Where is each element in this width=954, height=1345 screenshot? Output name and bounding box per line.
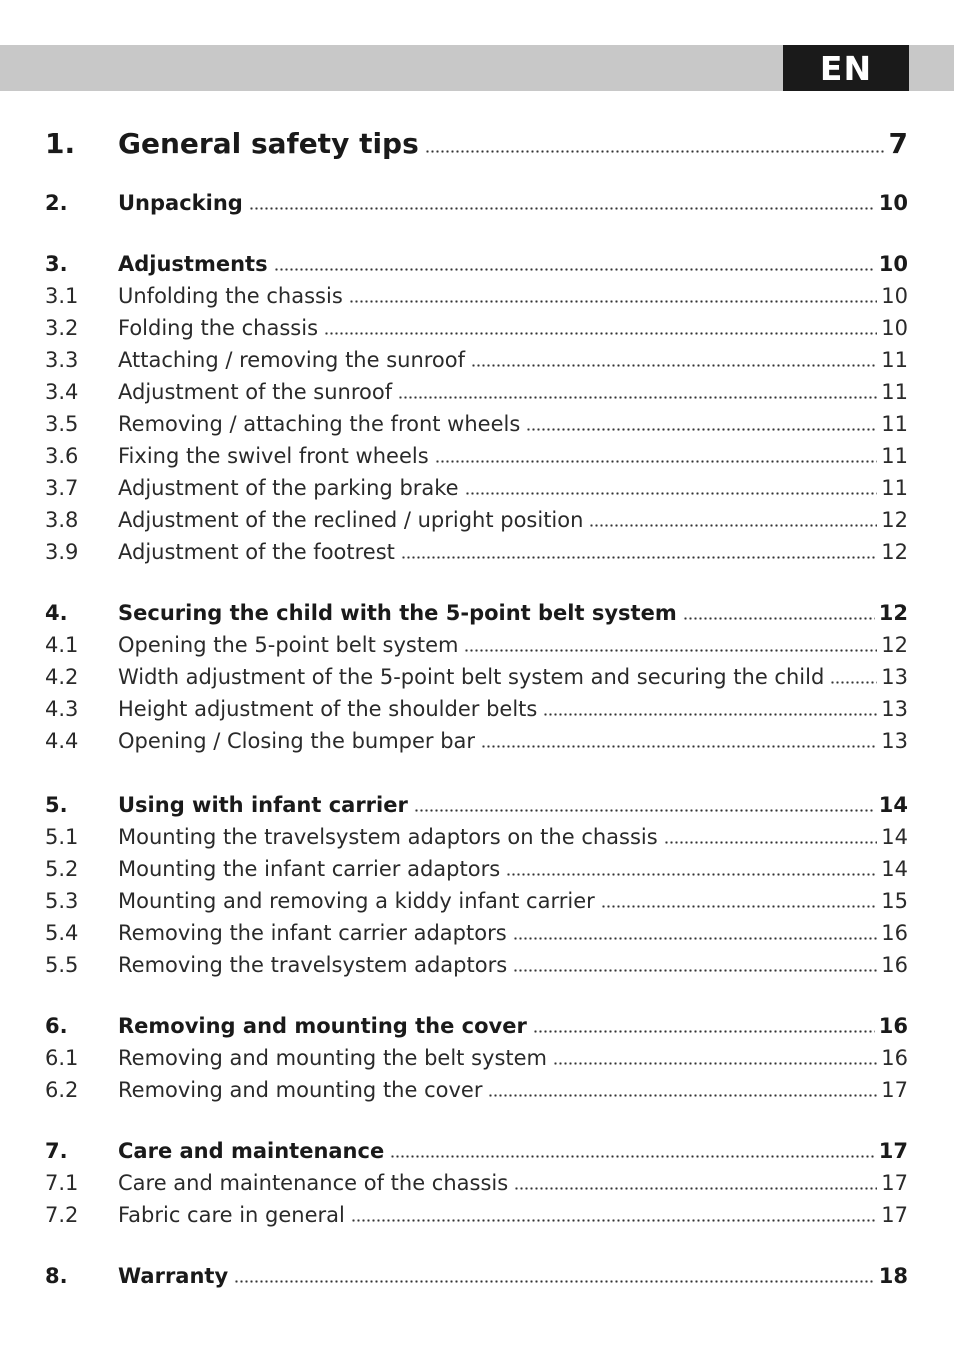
toc-entry-number: 1. xyxy=(45,127,76,160)
toc-dot-leader xyxy=(514,1187,877,1190)
toc-entry-title: Removing and mounting the cover xyxy=(118,1078,483,1102)
toc-entry-title: Adjustments xyxy=(118,252,268,276)
toc-entry[interactable] xyxy=(45,404,908,436)
toc-entry-page: 18 xyxy=(878,1264,908,1288)
toc-entry-number: 3.1 xyxy=(45,284,79,308)
toc-entry[interactable] xyxy=(45,913,908,945)
toc-entry-title: Fabric care in general xyxy=(118,1203,345,1227)
toc-entry-page: 14 xyxy=(878,793,908,817)
toc-entry-page: 11 xyxy=(881,444,908,468)
toc-entry-number: 3.9 xyxy=(45,540,79,564)
toc-entry-number: 3.6 xyxy=(45,444,79,468)
toc-entry-number: 5.4 xyxy=(45,921,79,945)
toc-entry[interactable] xyxy=(45,436,908,468)
toc-entry[interactable] xyxy=(45,340,908,372)
toc-entry-number: 5.1 xyxy=(45,825,79,849)
toc-entry-page: 16 xyxy=(878,1014,908,1038)
toc-entry-page: 11 xyxy=(881,412,908,436)
toc-entry[interactable] xyxy=(45,183,908,215)
toc-entry[interactable] xyxy=(45,1131,908,1163)
toc-entry-page: 13 xyxy=(881,665,908,689)
toc-entry-number: 4.1 xyxy=(45,633,79,657)
toc-entry-title: Adjustment of the sunroof xyxy=(118,380,393,404)
toc-entry-title: Securing the child with the 5-point belt system xyxy=(118,601,677,625)
toc-entry-page: 16 xyxy=(881,1046,908,1070)
toc-entry[interactable] xyxy=(45,721,908,753)
toc-entry[interactable] xyxy=(45,244,908,276)
toc-entry-page: 14 xyxy=(881,825,908,849)
toc-entry[interactable] xyxy=(45,593,908,625)
toc-entry-page: 11 xyxy=(881,476,908,500)
toc-entry-number: 6.1 xyxy=(45,1046,79,1070)
toc-dot-leader xyxy=(398,396,877,399)
toc-dot-leader xyxy=(465,492,878,495)
toc-entry-number: 3.8 xyxy=(45,508,79,532)
toc-entry[interactable] xyxy=(45,276,908,308)
toc-entry-page: 12 xyxy=(881,633,908,657)
toc-dot-leader xyxy=(533,1030,875,1033)
toc-entry-number: 5. xyxy=(45,793,68,817)
toc-dot-leader xyxy=(249,207,875,210)
toc-entry-title: Unfolding the chassis xyxy=(118,284,343,308)
toc-entry[interactable] xyxy=(45,785,908,817)
toc-entry-number: 8. xyxy=(45,1264,68,1288)
toc-entry[interactable] xyxy=(45,881,908,913)
toc-entry-title: Removing the travelsystem adaptors xyxy=(118,953,508,977)
toc-entry[interactable] xyxy=(45,500,908,532)
toc-entry-number: 4.2 xyxy=(45,665,79,689)
toc-entry-title: Opening / Closing the bumper bar xyxy=(118,729,476,753)
toc-entry-number: 3.5 xyxy=(45,412,79,436)
toc-dot-leader xyxy=(234,1280,875,1283)
toc-entry-title: Using with infant carrier xyxy=(118,793,408,817)
toc-dot-leader xyxy=(543,713,877,716)
toc-dot-leader xyxy=(349,300,878,303)
toc-entry-title: Mounting the travelsystem adaptors on the chassis xyxy=(118,825,658,849)
toc-entry-number: 5.5 xyxy=(45,953,79,977)
toc-entry-page: 16 xyxy=(881,921,908,945)
toc-entry-page: 10 xyxy=(881,316,908,340)
toc-entry-title: Opening the 5-point belt system xyxy=(118,633,459,657)
toc-entry-title: Care and maintenance xyxy=(118,1139,385,1163)
toc-entry-title: Mounting the infant carrier adaptors xyxy=(118,857,501,881)
toc-entry[interactable] xyxy=(45,689,908,721)
toc-entry-page: 10 xyxy=(878,191,908,215)
toc-entry[interactable] xyxy=(45,1256,908,1288)
toc-entry-page: 17 xyxy=(881,1171,908,1195)
toc-entry-title: Removing / attaching the front wheels xyxy=(118,412,521,436)
toc-dot-leader xyxy=(513,937,878,940)
toc-entry[interactable] xyxy=(45,1006,908,1038)
toc-entry-title: Unpacking xyxy=(118,191,243,215)
toc-entry-number: 6. xyxy=(45,1014,68,1038)
toc-dot-leader xyxy=(683,617,875,620)
toc-entry[interactable] xyxy=(45,468,908,500)
toc-entry-number: 7.1 xyxy=(45,1171,79,1195)
toc-dot-leader xyxy=(471,364,877,367)
toc-dot-leader xyxy=(506,873,877,876)
toc-dot-leader xyxy=(664,841,878,844)
toc-entry-number: 3.4 xyxy=(45,380,79,404)
toc-entry-number: 7. xyxy=(45,1139,68,1163)
toc-entry-title: Adjustment of the reclined / upright position xyxy=(118,508,584,532)
toc-entry-number: 4.3 xyxy=(45,697,79,721)
toc-entry[interactable] xyxy=(45,308,908,340)
toc-entry[interactable] xyxy=(45,532,908,564)
toc-entry[interactable] xyxy=(45,817,908,849)
toc-entry-title: Removing the infant carrier adaptors xyxy=(118,921,507,945)
toc-entry-title: Mounting and removing a kiddy infant carrier xyxy=(118,889,595,913)
toc-dot-leader xyxy=(513,969,877,972)
toc-entry-page: 10 xyxy=(878,252,908,276)
toc-dot-leader xyxy=(589,524,877,527)
toc-entry-title: Height adjustment of the shoulder belts xyxy=(118,697,538,721)
toc-dot-leader xyxy=(488,1094,877,1097)
toc-dot-leader xyxy=(425,150,885,153)
toc-entry-title: General safety tips xyxy=(118,127,419,160)
toc-dot-leader xyxy=(401,556,877,559)
toc-entry-number: 4. xyxy=(45,601,68,625)
toc-entry[interactable] xyxy=(45,1195,908,1227)
toc-dot-leader xyxy=(526,428,877,431)
toc-entry[interactable] xyxy=(45,1038,908,1070)
toc-dot-leader xyxy=(324,332,877,335)
toc-entry-page: 13 xyxy=(881,729,908,753)
toc-entry[interactable] xyxy=(45,1163,908,1195)
toc-dot-leader xyxy=(481,745,877,748)
toc-entry-number: 5.3 xyxy=(45,889,79,913)
toc-entry-title: Warranty xyxy=(118,1264,229,1288)
toc-entry[interactable] xyxy=(45,1070,908,1102)
toc-entry-number: 7.2 xyxy=(45,1203,79,1227)
toc-dot-leader xyxy=(414,809,875,812)
toc-entry-page: 12 xyxy=(881,540,908,564)
toc-entry[interactable] xyxy=(45,120,908,160)
toc-entry-page: 17 xyxy=(881,1203,908,1227)
toc-dot-leader xyxy=(274,268,875,271)
toc-entry[interactable] xyxy=(45,945,908,977)
toc-entry-number: 2. xyxy=(45,191,68,215)
toc-entry-title: Care and maintenance of the chassis xyxy=(118,1171,509,1195)
language-badge: EN xyxy=(783,45,909,91)
toc-entry-page: 7 xyxy=(888,127,908,160)
toc-entry-page: 10 xyxy=(881,284,908,308)
toc-entry-page: 14 xyxy=(881,857,908,881)
toc-dot-leader xyxy=(601,905,878,908)
toc-entry-page: 11 xyxy=(881,348,908,372)
toc-entry[interactable] xyxy=(45,625,908,657)
toc-entry-page: 17 xyxy=(881,1078,908,1102)
toc-entry-number: 5.2 xyxy=(45,857,79,881)
toc-entry[interactable] xyxy=(45,849,908,881)
toc-entry[interactable] xyxy=(45,657,908,689)
toc-entry-page: 12 xyxy=(878,601,908,625)
toc-entry-number: 3.7 xyxy=(45,476,79,500)
toc-entry-page: 12 xyxy=(881,508,908,532)
toc-entry-page: 15 xyxy=(881,889,908,913)
toc-entry-title: Fixing the swivel front wheels xyxy=(118,444,429,468)
toc-dot-leader xyxy=(390,1155,875,1158)
toc-entry-title: Folding the chassis xyxy=(118,316,319,340)
toc-dot-leader xyxy=(351,1219,877,1222)
toc-entry-number: 3. xyxy=(45,252,68,276)
toc-dot-leader xyxy=(830,681,877,684)
toc-entry-number: 3.2 xyxy=(45,316,79,340)
toc-entry-title: Adjustment of the footrest xyxy=(118,540,395,564)
toc-entry-page: 13 xyxy=(881,697,908,721)
toc-entry-page: 11 xyxy=(881,380,908,404)
toc-entry-number: 6.2 xyxy=(45,1078,79,1102)
toc-entry-number: 4.4 xyxy=(45,729,79,753)
toc-entry-number: 3.3 xyxy=(45,348,79,372)
toc-entry[interactable] xyxy=(45,372,908,404)
toc-entry-title: Removing and mounting the cover xyxy=(118,1014,527,1038)
toc-entry-title: Attaching / removing the sunroof xyxy=(118,348,466,372)
toc-dot-leader xyxy=(435,460,878,463)
toc-entry-title: Removing and mounting the belt system xyxy=(118,1046,547,1070)
toc-dot-leader xyxy=(464,649,877,652)
toc-dot-leader xyxy=(553,1062,877,1065)
toc-entry-page: 16 xyxy=(881,953,908,977)
toc-entry-title: Width adjustment of the 5-point belt system and securing the child xyxy=(118,665,825,689)
toc-entry-title: Adjustment of the parking brake xyxy=(118,476,459,500)
toc-entry-page: 17 xyxy=(878,1139,908,1163)
